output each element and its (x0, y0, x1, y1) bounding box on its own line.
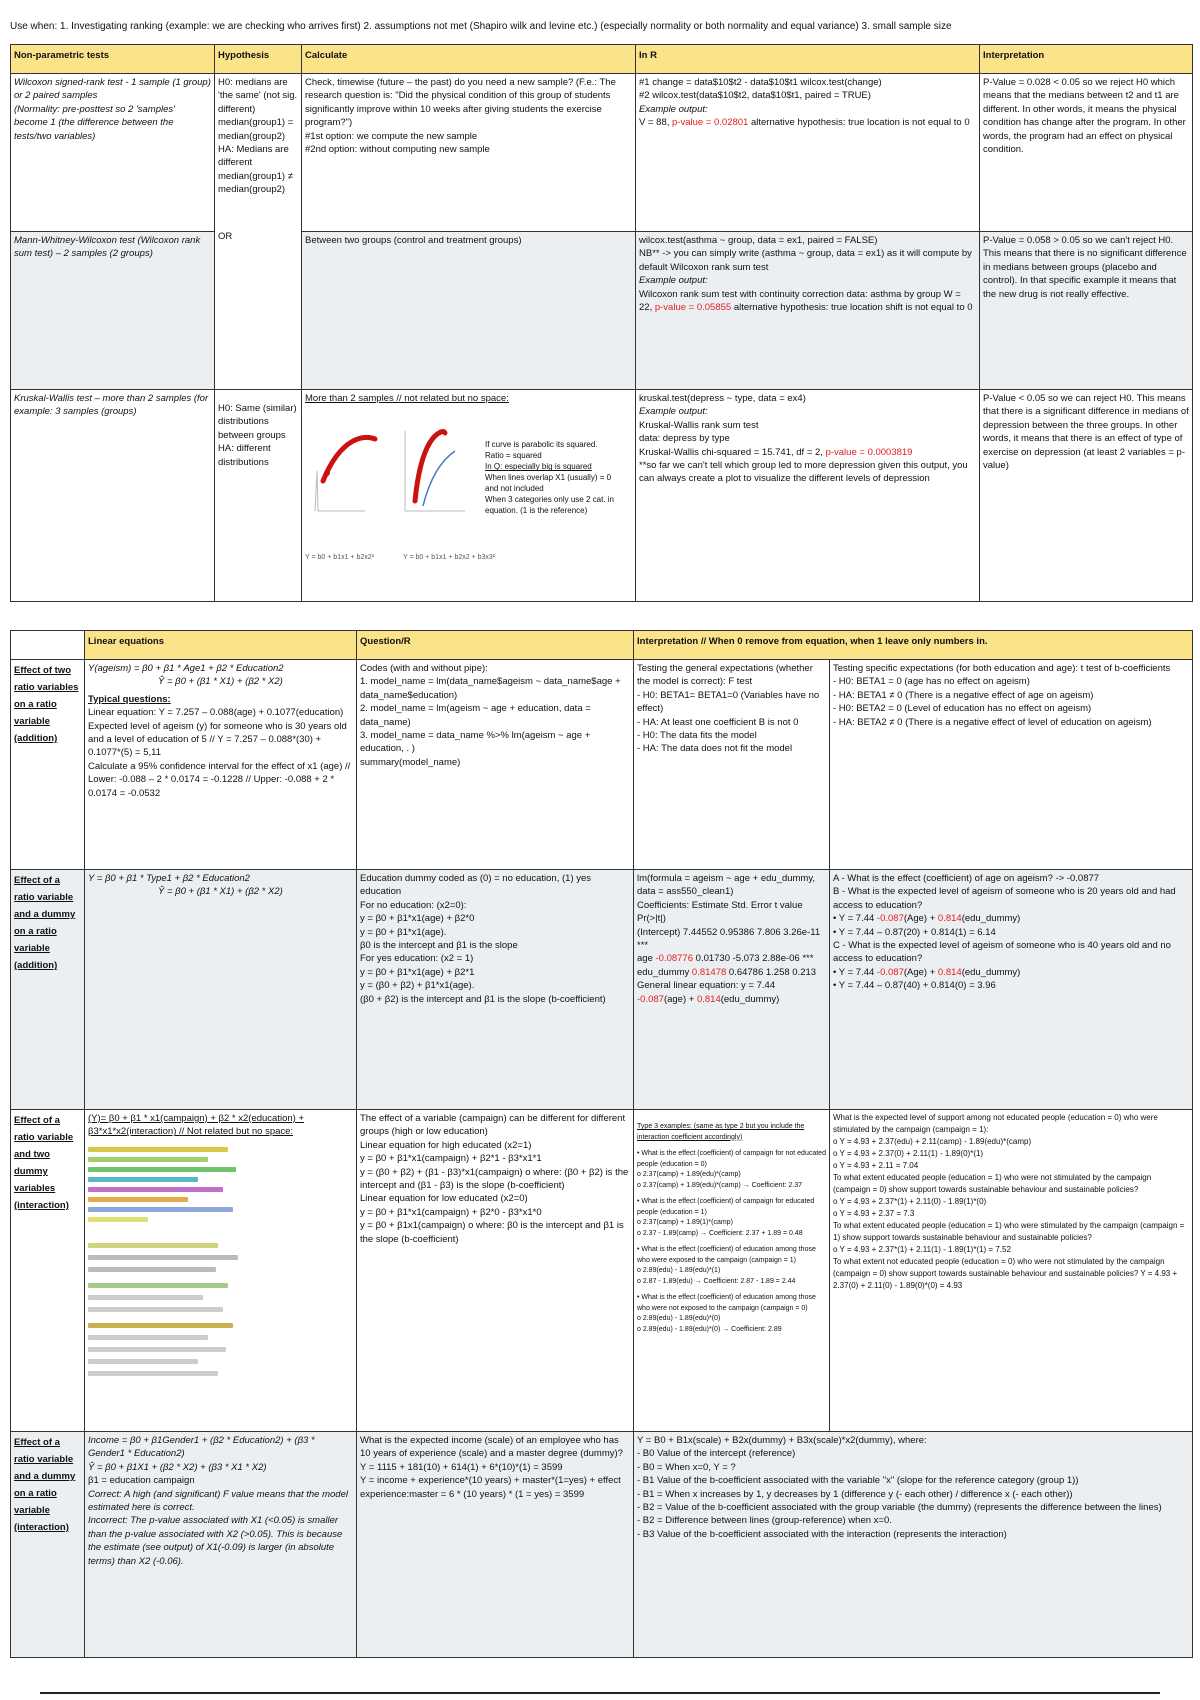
mann-output-pre: Wilcoxon rank sum test with continuity correction data: asthma by group W = 22, (639, 288, 961, 314)
ratio-addition-row (11, 660, 1193, 870)
row1-i1-0: Testing the general expectations (whether the model is correct): F test (637, 663, 813, 688)
header-interpretation: Interpretation (980, 45, 1193, 74)
age-coef: -0.08776 (655, 953, 694, 965)
row1-i2-3: - H0: BETA2 = 0 (Level of education has no effect on ageism) (833, 703, 1092, 715)
fig-note-5: When 3 categories only use 2 cat. in equation. (1 is the reference) (485, 495, 614, 516)
row2-q8: (β0 + β2) is the intercept and β1 is the slope (b-coefficient) (360, 993, 606, 1005)
row1-q1: 1. model_name = lm(data_name$ageism ~ data_name$age + data_name$education) (360, 676, 621, 701)
thumb-bar (88, 1295, 203, 1300)
row4-incorrect: Incorrect: The p-value associated with X1 (<0.05) is smaller than the p-value associated with X2 (>0.05). This is because the estimate (see output) of X1(-0.09) is larger (in absolute terms) than X2 (-0.06). (88, 1515, 343, 1567)
wilcoxon-calc-question: Check, timewise (future – the past) do you need a new sample? (F.e.: The research question is: "Did the physical condition of this group of students significantly improve within 10 weeks after giving students the exercise program?") (305, 77, 616, 129)
thumb-bar (88, 1267, 216, 1272)
c1-pre: • Y = 7.44 (833, 966, 877, 978)
row3-i2-5: o Y = 4.93 + 2.37*(1) + 2.11(0) - 1.89(1)*(0) (833, 1197, 987, 1206)
mann-r-example-label: Example output: (639, 275, 708, 287)
kruskal-r-code: kruskal.test(depress ~ type, data = ex4) (639, 393, 806, 404)
kruskal-r-output (639, 446, 976, 459)
row1-q0: Codes (with and without pipe): (360, 663, 488, 674)
row3-interp-coefficients (634, 1110, 830, 1432)
header-interpretation-2: Interpretation // When 0 remove from equation, when 1 leave only numbers in. (634, 631, 1193, 660)
row3-i2-7: To what extent educated people (education = 1) who were stimulated by the campaign (campaign = 1) show support towards sustainable behaviour and sustainable policies? (833, 1221, 1185, 1242)
row3-i1-6: • What is the effect (coefficient) of education among those who were exposed to the campaign (campaign = 1) (637, 1246, 816, 1264)
row3-i2-3: o Y = 4.93 + 2.11 = 7.04 (833, 1161, 919, 1170)
mann-output-post: alternative hypothesis: true location shift is not equal to 0 (731, 302, 973, 314)
row3-label: Effect of a ratio variable and two dummy variables (interaction) (11, 1110, 85, 1432)
edu-pre: edu_dummy (637, 966, 692, 978)
row4-i5: - B2 = Value of the b-coefficient associated with the group variable (the dummy) (represents the difference between the lines) (637, 1502, 1162, 1514)
row1-q4: summary(model_name) (360, 756, 461, 768)
row2-eq2: Ŷ = β0 + (β1 * X1) + (β2 * X2) (158, 886, 283, 898)
row4-q0: What is the expected income (scale) of an employee who has 10 years of experience (scale) and a master degree (dummy)? Y = 1115 + 181(10) + 614(1) + 6*(10)*(1) = 3599 (360, 1435, 623, 1473)
row3-eq: (Y)= β0 + β1 * x1(campaign) + β2 * x2(education) + β3*x1*x2(interaction) // Not related but no space: (88, 1113, 304, 1138)
header-linear-equations: Linear equations (85, 631, 357, 660)
c1-post: (edu_dummy) (961, 966, 1021, 978)
row4-i2: - B0 = When x=0, Y = ? (637, 1461, 736, 1473)
row1-i1-2: - HA: At least one coefficient B is not 0 (637, 716, 799, 728)
header-tests: Non-parametric tests (11, 45, 215, 74)
row2-q5: For yes education: (x2 = 1) (360, 953, 474, 965)
kruskal-r-note: **so far we can't tell which group led to more depression given this output, you can always create a plot to visualize the different levels of depression (639, 460, 968, 485)
row2-eq1: Y = β0 + β1 * Type1 + β2 * Education2 (88, 873, 250, 884)
row2-r1: Coefficients: Estimate Std. Error t value Pr(>|t|) (637, 899, 803, 925)
thumb-bar (88, 1157, 208, 1162)
row4-q1: Y = income + experience*(10 years) + master*(1=yes) + effect experience:master = 6 * (10 years) * (1 = yes) = 3599 (360, 1475, 621, 1500)
row3-i2-1: o Y = 4.93 + 2.37(edu) + 2.11(camp) - 1.89(edu)*(camp) (833, 1137, 1032, 1146)
row1-question-cell (357, 660, 634, 870)
age-post: 0.01730 -5.073 2.88e-06 *** (693, 953, 814, 965)
row4-interp-cell (634, 1432, 1193, 1658)
row4-eq1: Income = β0 + β1Gender1 + (β2 * Education2) + (β3 * Gender1 * Education2) (88, 1435, 315, 1460)
row4-eq2: Ŷ = β0 + β1X1 + (β2 * X2) + (β3 * X1 * X2) (88, 1461, 267, 1473)
row3-i2-0: What is the expected level of support among not educated people (education = 0) who were stimulated by the campaign (campaign = 1): (833, 1113, 1158, 1134)
header-hypothesis: Hypothesis (215, 45, 302, 74)
fig-caption-2: Y = b0 + b1x1 + b2x2 + b3x3² (403, 554, 496, 562)
row3-i1-8: o 2.87 - 1.89(edu) → Coefficient: 2.87 - 1.89 = 2.44 (637, 1277, 796, 1285)
kruskal-test-cell: Kruskal-Wallis test – more than 2 samples (for example: 3 samples (groups) (11, 390, 215, 602)
row1-line2: Expected level of ageism (y) for someone who is 30 years old and a level of education of 5 // Y = 7.257 – 0.088*(30) + 0.1077*(5) = 5,11 (88, 720, 347, 759)
row2-q1: For no education: (x2=0): (360, 899, 467, 911)
wilcoxon-test-name: Wilcoxon signed-rank test - 1 sample (1 group) or 2 paired samples (14, 77, 211, 102)
wilcoxon-r-cell (636, 74, 980, 232)
kruskal-calc-title (305, 392, 632, 405)
kruskal-row (11, 390, 1193, 602)
row1-i2-2: - HA: BETA1 ≠ 0 (There is a negative effect of age on ageism) (833, 689, 1094, 701)
mann-r-code: wilcox.test(asthma ~ group, data = ex1, paired = FALSE) (639, 235, 878, 246)
kruskal-r-data: data: depress by type (639, 433, 730, 445)
row2-r0: lm(formula = ageism ~ age + edu_dummy, data = ass550_clean1) (637, 873, 816, 898)
b1-mid: (Age) + (903, 913, 938, 925)
mann-test-cell: Mann-Whitney-Wilcoxon test (Wilcoxon rank sum test) – 2 samples (2 groups) (11, 232, 215, 390)
row4-label: Effect of a ratio variable and a dummy on a ratio variable (interaction) (11, 1432, 85, 1658)
header-blank (11, 631, 85, 660)
row3-i1-0: • What is the effect (coefficient) of campaign for not educated people (education = 0) (637, 1150, 826, 1168)
row1-line3: Calculate a 95% confidence interval for the effect of x1 (age) // Lower: -0.088 – 2 * 0.0174 = -0.1228 // Upper: -0.088 + 2 * 0.0174 = -0.0532 (88, 760, 351, 799)
fig-note-2: Ratio = squared (485, 451, 542, 461)
nonparametric-table (10, 44, 1193, 602)
bottom-rule (40, 1692, 1160, 1694)
row4-equation-cell (85, 1432, 357, 1658)
row3-i2-6: o Y = 4.93 + 2.37 = 7.3 (833, 1209, 915, 1218)
spacer (218, 197, 298, 210)
linear-equations-table (10, 630, 1193, 1658)
b1-age: -0.087 (876, 913, 904, 925)
thumb-bar (88, 1347, 226, 1352)
row1-typical: Typical questions: (88, 693, 171, 705)
row3-q4: Linear equation for low educated (x2=0) (360, 1193, 528, 1205)
row3-q2: y = β0 + β1*x1(campaign) + β2*1 - β3*x1*1 (360, 1153, 542, 1165)
thumb-bar (88, 1255, 238, 1260)
row2-r-age (637, 952, 826, 965)
thumb-bar (88, 1207, 233, 1212)
wilcoxon-hypothesis-cell (215, 74, 302, 390)
row4-i1: - B0 Value of the intercept (reference) (637, 1448, 796, 1460)
linear-header-row (11, 631, 1193, 660)
row3-i2-9: To what extent not educated people (education = 0) who were not stimulated by the campaign (campaign = 0) show support towards sustainable behaviour and sustainable policies? Y = 4.93 + 2.37(0) + 2.11(0) - 1.89(0)*(0) = 4.93 (833, 1257, 1178, 1290)
row1-i2-1: - H0: BETA1 = 0 (age has no effect on ageism) (833, 676, 1030, 688)
row1-i1-4: - HA: The data does not fit the model (637, 743, 793, 755)
row1-i2-4: - HA: BETA2 ≠ 0 (There is a negative effect of level of education on ageism) (833, 716, 1152, 728)
row4-question-cell (357, 1432, 634, 1658)
row2-r2: (Intercept) 7.44552 0.95386 7.806 3.26e-11 *** (637, 926, 821, 952)
thumb-bar (88, 1167, 236, 1172)
row2-label: Effect of a ratio variable and a dummy on a ratio variable (addition) (11, 870, 85, 1110)
c1-edu: 0.814 (937, 966, 962, 978)
mann-r-note: NB** -> you can simply write (asthma ~ group, data = ex1) as it will compute by default Wilcoxon rank sum test (639, 248, 972, 273)
row2-q4: β0 is the intercept and β1 is the slope (360, 940, 518, 952)
thumb-bar (88, 1243, 218, 1248)
b1-edu: 0.814 (937, 913, 962, 925)
row3-i2-4: To what extent educated people (education = 1) who were not stimulated by the campaign (campaign = 0) show support towards sustainable behaviour and sustainable policies? (833, 1173, 1152, 1194)
kruskal-h0: H0: Same (similar) distributions between groups (218, 403, 297, 441)
fig-notes (485, 439, 625, 516)
row2-q3: y = β0 + β1*x1(age). (360, 926, 447, 938)
row1-i1-1: - H0: BETA1= BETA1=0 (Variables have no effect) (637, 689, 820, 715)
gen-age: -0.087 (637, 993, 664, 1005)
thumb-bar (88, 1147, 228, 1152)
row3-i2-2: o Y = 4.93 + 2.37(0) + 2.11(1) - 1.89(0)*(1) (833, 1149, 984, 1158)
row1-eq1: Y(ageism) = β0 + β1 * Age1 + β2 * Education2 (88, 663, 284, 674)
kruskal-calc-cell (302, 390, 636, 602)
fig-note-1: If curve is parabolic its squared. (485, 440, 598, 450)
row4-i7: - B3 Value of the b-coefficient associated with the interaction (represents the interaction) (637, 1528, 1007, 1540)
thumb-bar (88, 1177, 198, 1182)
row3-q1: Linear equation for high educated (x2=1) (360, 1139, 532, 1151)
mann-r-cell (636, 232, 980, 390)
row2-r-cell (634, 870, 830, 1110)
row1-line1: Linear equation: Y = 7.257 – 0.088(age) + 0.1077(education) (88, 707, 344, 719)
ha-text: HA: Medians are different (218, 144, 289, 169)
thumb-bar (88, 1335, 208, 1340)
kruskal-r-example-label: Example output: (639, 406, 708, 418)
blue-line (423, 451, 455, 506)
thumb-bar (88, 1283, 228, 1288)
row3-equation-cell (85, 1110, 357, 1432)
row3-i2-8: o Y = 4.93 + 2.37*(1) + 2.11(1) - 1.89(1)*(1) = 7.52 (833, 1245, 1011, 1254)
mann-p-value: p-value = 0.05855 (654, 302, 732, 314)
row2-question-cell (357, 870, 634, 1110)
thumb-bar (88, 1197, 188, 1202)
row3-i1-3: • What is the effect (coefficient) of campaign for educated people (education = 1) (637, 1198, 815, 1216)
row1-eq2: Ŷ = β0 + (β1 * X1) + (β2 * X2) (158, 676, 283, 688)
thumb-bar (88, 1187, 223, 1192)
row1-i2-0: Testing specific expectations (for both education and age): t test of b-coefficients (833, 663, 1171, 674)
interaction-row (11, 1110, 1193, 1432)
row4-i3: - B1 Value of the b-coefficient associated with the variable "x" (slope for the reference category (group 1)) (637, 1475, 1079, 1487)
edu-post: 0.64786 1.258 0.213 (726, 966, 817, 978)
header-calculate: Calculate (302, 45, 636, 74)
mann-whitney-row (11, 232, 1193, 390)
row3-i1-7: o 2.89(edu) - 1.89(edu)*(1) (637, 1267, 721, 1274)
row3-i1-11: o 2.89(edu) - 1.89(edu)*(0) → Coefficient: 2.89 (637, 1325, 782, 1333)
row2-interp-cell (830, 870, 1193, 1110)
row2-q0: Education dummy coded as (0) = no education, (1) yes education (360, 873, 592, 898)
row2-q2: y = β0 + β1*x1(age) + β2*0 (360, 913, 475, 925)
row1-interp-specific (830, 660, 1193, 870)
dummy-interaction-row (11, 1432, 1193, 1658)
row2-b2: • Y = 7.44 – 0.87(20) + 0.814(1) = 6.14 (833, 926, 996, 938)
row1-label: Effect of two ratio variables on a ratio variable (addition) (11, 660, 85, 870)
kruskal-hypothesis-cell (215, 390, 302, 602)
thumb-bar (88, 1323, 233, 1328)
curve-sketch (305, 411, 632, 562)
row1-interp-general (634, 660, 830, 870)
row4-eq3: β1 = education campaign (88, 1475, 195, 1487)
row2-q6: y = β0 + β1*x1(age) + β2*1 (360, 966, 475, 978)
row2-q7: y = (β0 + β2) + β1*x1(age). (360, 980, 475, 992)
gen-pre: General linear equation: y = 7.44 (637, 980, 776, 992)
c1-mid: (Age) + (903, 966, 938, 978)
row2-r-general (637, 979, 826, 1006)
curve-sketch-svg (305, 411, 475, 551)
kruskal-ha: HA: different distributions (218, 443, 271, 468)
row2-a: A - What is the effect (coefficient) of age on ageism? -> -0.0877 (833, 873, 1100, 884)
row4-i0: Y = B0 + B1x(scale) + B2x(dummy) + B3x(scale)*x2(dummy), where: (637, 1435, 927, 1446)
wilcoxon-r-output (639, 116, 976, 129)
dummy-addition-row (11, 870, 1193, 1110)
row2-b1 (833, 912, 1189, 925)
kruskal-interp-cell: P-Value < 0.05 so we can reject H0. This means that there is a significant difference in medians of depression between the three groups. In other words, it means that there is an effect of type of exercise on depression (at least 2 variables = p-value) (980, 390, 1193, 602)
wilcoxon-r-example-label: Example output: (639, 103, 708, 115)
fig-caption-1: Y = b0 + b1x1 + b2x2² (305, 554, 374, 562)
intro-text: Use when: 1. Investigating ranking (example: we are checking who arrives first) 2. assumptions not met (Shapiro wilk and levine etc.) (especially normality or both normality and equal variance) 3. small sample size (10, 21, 952, 32)
row3-i1-9: • What is the effect (coefficient) of education among those who were not exposed to the campaign (campaign = 0) (637, 1294, 816, 1312)
row2-c1 (833, 966, 1189, 979)
row3-i1-4: o 2.37(camp) + 1.89(1)*(camp) (637, 1219, 733, 1226)
row3-i1-1: o 2.37(camp) + 1.89(edu)*(camp) (637, 1171, 741, 1178)
kruskal-r-cell (636, 390, 980, 602)
row4-correct: Correct: A high (and significant) F value means that the model estimated here is correct. (88, 1488, 348, 1514)
row2-b: B - What is the expected level of ageism of someone who is 20 years old and had access to education? (833, 886, 1176, 911)
thumb-bar (88, 1217, 148, 1222)
wilcoxon-output-pre: V = 88, (639, 117, 673, 129)
fig-note-3: In Q: especially big is squared (485, 462, 592, 472)
wilcoxon-test-note: (Normality: pre-posttest so 2 'samples' become 1 (the difference between the tests/two variables) (14, 103, 175, 142)
row1-q2: 2. model_name = lm(ageism ~ age + education, data = data_name) (360, 703, 591, 728)
row3-q0: The effect of a variable (campaign) can be different for different groups (high or low education) (360, 1113, 626, 1138)
mann-r-output (639, 288, 976, 315)
kruskal-calc-title-text: More than 2 samples // not related but no space: (305, 393, 509, 404)
c1-age: -0.087 (876, 966, 904, 978)
fig-note-4: When lines overlap X1 (usually) = 0 and not included (485, 473, 612, 494)
gen-post: (edu_dummy) (720, 993, 780, 1005)
mann-interp-cell: P-Value = 0.058 > 0.05 so we can't reject H0. This means that there is no significant difference in medians between groups (placebo and control). In that specific example it means that the new drug is not really effective. (980, 232, 1193, 390)
thumb-bar (88, 1371, 218, 1376)
row4-i4: - B1 = When x increases by 1, y decreases by 1 (difference y (- each other) / difference x (- each other)) (637, 1488, 1073, 1500)
row3-q5: y = β0 + β1*x1(campaign) + β2*0 - β3*x1*0 (360, 1206, 542, 1218)
row3-i1-5: o 2.37 - 1.89(camp) → Coefficient: 2.37 + 1.89 = 0.48 (637, 1229, 803, 1237)
mann-calc-cell: Between two groups (control and treatment groups) (302, 232, 636, 390)
gen-mid: (age) + (663, 993, 697, 1005)
nonparametric-header-row (11, 45, 1193, 74)
wilcoxon-calc-cell (302, 74, 636, 232)
thumb-bar (88, 1359, 198, 1364)
edu-coef: 0.81478 (691, 966, 727, 978)
wilcoxon-calc-option2: #2nd option: without computing new sample (305, 144, 490, 156)
parabola-left (323, 438, 375, 482)
wilcoxon-calc-option1: #1st option: we compute the new sample (305, 130, 478, 142)
row3-q6: y = β0 + β1x1(campaign) o where: β0 is the intercept and β1 is the slope (b-coefficient) (360, 1220, 624, 1245)
row2-c: C - What is the expected level of ageism of someone who is 40 years old and no access to education? (833, 940, 1171, 965)
header-in-r: In R (636, 45, 980, 74)
wilcoxon-test-cell (11, 74, 215, 232)
row3-interp-expected (830, 1110, 1193, 1432)
wilcoxon-r-code1: #1 change = data$10$t2 - data$10$t1 wilcox.test(change) (639, 77, 882, 88)
wilcoxon-row (11, 74, 1193, 232)
row3-i1-2: o 2.37(camp) + 1.89(edu)*(camp) → Coefficient: 2.37 (637, 1181, 803, 1189)
wilcoxon-output-post: alternative hypothesis: true location is not equal to 0 (748, 117, 970, 129)
gen-edu: 0.814 (696, 993, 721, 1005)
row3-q3: y = (β0 + β2) + (β1 - β3)*x1(campaign) o where: (β0 + β2) is the intercept and (β1 - β3) is the slope (b-coefficient) (360, 1166, 629, 1192)
notes-thumbnail (88, 1143, 238, 1393)
header-question-r: Question/R (357, 631, 634, 660)
wilcoxon-r-code2: #2 wilcox.test(data$10$t2, data$10$t1, paired = TRUE) (639, 90, 871, 102)
wilcoxon-interp-cell: P-Value = 0.028 < 0.05 so we reject H0 which means that the medians between t2 and t1 are different. In other words, it means the physical condition has change after the program. In other words, the program had an effect on physical condition. (980, 74, 1193, 232)
kruskal-r-title: Kruskal-Wallis rank sum test (639, 419, 759, 431)
h0-text: H0: medians are 'the same' (not sig. different) (218, 77, 298, 115)
b1-pre: • Y = 7.44 (833, 913, 877, 925)
kruskal-output-pre: Kruskal-Wallis chi-squared = 15.741, df = 2, (639, 446, 826, 458)
row2-equation-cell (85, 870, 357, 1110)
wilcoxon-p-value: p-value = 0.02801 (672, 117, 749, 129)
ha-formula: median(group1) ≠ median(group2) (218, 170, 293, 196)
row3-question-cell (357, 1110, 634, 1432)
row2-r-edu (637, 966, 826, 979)
kruskal-p-value: p-value = 0.0003819 (825, 446, 913, 458)
h0-formula: median(group1) = median(group2) (218, 117, 294, 142)
or-text: OR (218, 231, 233, 243)
row4-i6: - B2 = Difference between lines (group-reference) when x=0. (637, 1515, 892, 1527)
row2-c2: • Y = 7.44 – 0.87(40) + 0.814(0) = 3.96 (833, 980, 996, 992)
age-pre: age (637, 953, 656, 965)
row3-i1-10: o 2.89(edu) - 1.89(edu)*(0) (637, 1315, 721, 1322)
thumb-bar (88, 1307, 223, 1312)
row1-equation-cell (85, 660, 357, 870)
dot-left (324, 470, 330, 476)
row1-i1-3: - H0: The data fits the model (637, 730, 757, 742)
row1-q3: 3. model_name = data_name %>% lm(ageism ~ age + education, . ) (360, 730, 591, 755)
b1-post: (edu_dummy) (961, 913, 1021, 925)
row3-i1-title: Type 3 examples: (same as type 2 but you include the interaction coefficient accordingly) (637, 1123, 805, 1141)
